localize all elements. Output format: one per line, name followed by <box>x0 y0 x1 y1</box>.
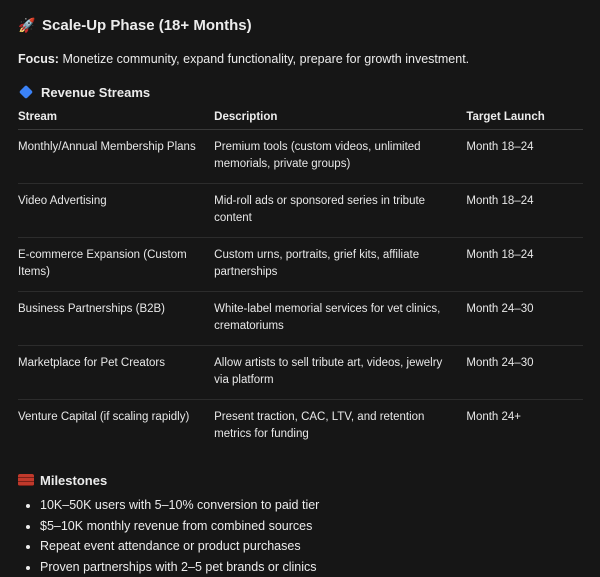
cell-stream: Venture Capital (if scaling rapidly) <box>18 400 214 454</box>
list-item: • Repeat event attendance or product purchases <box>40 536 582 557</box>
cell-stream: Business Partnerships (B2B) <box>18 292 214 346</box>
cell-description: Custom urns, portraits, grief kits, affiliate partnerships <box>214 238 466 292</box>
phase-heading <box>18 13 582 37</box>
cell-description: Mid-roll ads or sponsored series in tribute content <box>214 184 466 238</box>
revenue-table <box>18 105 583 453</box>
table-row <box>18 346 583 400</box>
cell-description: Allow artists to sell tribute art, videos, jewelry via platform <box>214 346 466 400</box>
table-row <box>18 292 583 346</box>
column-header-description: Description <box>214 105 466 130</box>
cell-stream: Marketplace for Pet Creators <box>18 346 214 400</box>
table-row <box>18 400 583 454</box>
cell-target-launch: Month 24–30 <box>466 292 583 346</box>
table-row <box>18 238 583 292</box>
phase-title: Scale-Up Phase (18+ Months) <box>42 17 252 34</box>
cell-target-launch: Month 18–24 <box>466 130 583 184</box>
blue-diamond-icon <box>19 85 33 99</box>
milestones-heading-text: Milestones <box>40 473 107 488</box>
focus-label: Focus: <box>18 52 59 66</box>
revenue-heading <box>18 83 582 101</box>
list-item: • Proven partnerships with 2–5 pet brands or clinics <box>40 557 582 577</box>
cell-target-launch: Month 18–24 <box>466 184 583 238</box>
cell-stream: E-commerce Expansion (Custom Items) <box>18 238 214 292</box>
focus-text: Monetize community, expand functionality, prepare for growth investment. <box>62 52 469 66</box>
list-item: • 10K–50K users with 5–10% conversion to paid tier <box>40 495 582 516</box>
column-header-stream: Stream <box>18 105 214 130</box>
table-header-row <box>18 105 583 130</box>
focus-paragraph <box>18 51 582 67</box>
brick-icon <box>18 474 34 486</box>
table-row <box>18 130 583 184</box>
cell-stream: Monthly/Annual Membership Plans <box>18 130 214 184</box>
list-item: • $5–10K monthly revenue from combined sources <box>40 516 582 537</box>
cell-target-launch: Month 24+ <box>466 400 583 454</box>
rocket-icon: 🚀 <box>18 17 36 34</box>
cell-target-launch: Month 18–24 <box>466 238 583 292</box>
cell-target-launch: Month 24–30 <box>466 346 583 400</box>
milestones-list <box>18 495 582 577</box>
table-row <box>18 184 583 238</box>
cell-description: Present traction, CAC, LTV, and retention metrics for funding <box>214 400 466 454</box>
column-header-target-launch: Target Launch <box>466 105 583 130</box>
milestones-heading <box>18 471 582 489</box>
cell-stream: Video Advertising <box>18 184 214 238</box>
cell-description: White-label memorial services for vet clinics, crematoriums <box>214 292 466 346</box>
revenue-heading-text: Revenue Streams <box>41 85 150 100</box>
cell-description: Premium tools (custom videos, unlimited memorials, private groups) <box>214 130 466 184</box>
